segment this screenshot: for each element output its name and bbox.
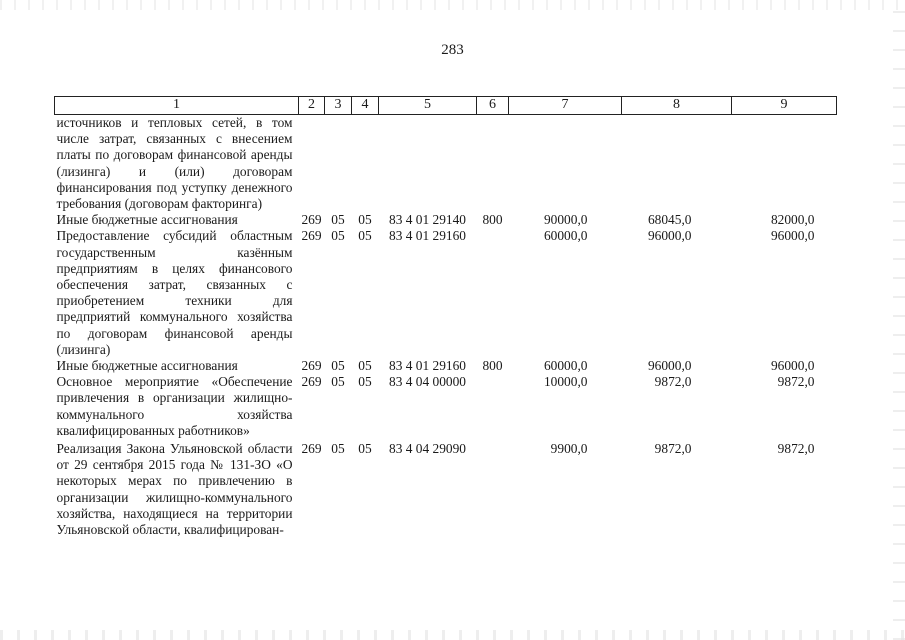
header-col-1: 1	[55, 97, 299, 115]
row-col-8: 9872,0	[654, 441, 692, 457]
row-col-9: 82000,0	[770, 212, 815, 228]
header-col-3: 3	[325, 97, 352, 115]
budget-table-container	[54, 96, 836, 538]
row-col-5: 83 4 04 29090	[389, 441, 466, 457]
row-col-7: 10000,0	[543, 374, 588, 390]
row-col-7: 60000,0	[543, 358, 588, 374]
table-row	[55, 358, 837, 374]
header-col-4: 4	[352, 97, 379, 115]
scan-edge-right	[893, 0, 905, 640]
row-col-2: 269	[301, 212, 322, 228]
row-col-3: 05	[331, 374, 345, 390]
row-col-2: 269	[301, 374, 322, 390]
header-col-5: 5	[379, 97, 477, 115]
row-col-6	[477, 115, 509, 213]
row-description: Иные бюджетные ассигнования	[56, 212, 238, 228]
header-col-2: 2	[299, 97, 325, 115]
row-col-3: 05	[331, 441, 345, 457]
row-col-4: 05	[358, 212, 372, 228]
header-col-8: 8	[622, 97, 732, 115]
row-col-2: 269	[301, 358, 322, 374]
budget-table	[54, 96, 837, 538]
header-col-7: 7	[509, 97, 622, 115]
row-col-2: 269	[301, 441, 322, 457]
row-col-6	[477, 439, 509, 538]
row-col-8: 9872,0	[654, 374, 692, 390]
header-col-9: 9	[732, 97, 837, 115]
header-col-6: 6	[477, 97, 509, 115]
row-col-2: 269	[301, 228, 322, 244]
row-col-3: 05	[331, 228, 345, 244]
row-col-9: 9872,0	[777, 374, 815, 390]
table-row	[55, 439, 837, 538]
row-col-3: 05	[331, 212, 345, 228]
row-col-9: 96000,0	[770, 228, 815, 244]
table-header	[55, 97, 837, 115]
row-col-9: 9872,0	[777, 441, 815, 457]
row-col-8: 96000,0	[647, 358, 692, 374]
row-col-9: 96000,0	[770, 358, 815, 374]
row-col-7	[509, 115, 622, 213]
row-description: Основное мероприятие «Обеспечение привлечения в организации жилищно-коммунального хозяйства квалифицированных работников»	[56, 374, 293, 438]
row-col-7: 60000,0	[543, 228, 588, 244]
row-description: Иные бюджетные ассигнования	[56, 358, 238, 374]
row-col-6: 800	[482, 212, 503, 228]
row-description: источников и тепловых сетей, в том числе затрат, связанных с внесением платы по договорам финансовой аренды (лизинга) и (или) договорам финансирования под уступку денежного требования (договорам факторинга)	[56, 115, 293, 212]
row-col-5: 83 4 01 29160	[389, 228, 466, 244]
row-col-6	[477, 228, 509, 358]
header-row	[55, 97, 837, 115]
scan-edge-top	[0, 0, 905, 10]
row-col-3: 05	[331, 358, 345, 374]
row-col-7: 90000,0	[543, 212, 588, 228]
row-col-3	[325, 115, 352, 213]
table-row	[55, 212, 837, 228]
row-col-2	[299, 115, 325, 213]
row-col-7: 9900,0	[550, 441, 588, 457]
row-col-8	[622, 115, 732, 213]
row-col-6: 800	[482, 358, 503, 374]
row-description: Реализация Закона Ульяновской области от 29 сентября 2015 года № 131-ЗО «О некоторых мерах по привлечению в организации жилищно-коммунального хозяйства, находящиеся на территории Ульяновской области, квалифицирован-	[56, 441, 293, 538]
row-col-6	[477, 374, 509, 439]
row-col-4: 05	[358, 441, 372, 457]
row-col-5: 83 4 01 29160	[389, 358, 466, 374]
row-col-5: 83 4 01 29140	[389, 212, 466, 228]
scan-edge-bottom	[0, 630, 905, 640]
row-col-4: 05	[358, 374, 372, 390]
table-body	[55, 115, 837, 539]
row-description: Предоставление субсидий областным государственным казённым предприятиям в целях финансового обеспечения затрат, связанных с приобретением техники для предприятий коммунального хозяйства по договорам финансовой аренды (лизинга)	[56, 228, 293, 357]
row-col-4	[352, 115, 379, 213]
row-col-4: 05	[358, 358, 372, 374]
table-row	[55, 374, 837, 439]
row-col-4: 05	[358, 228, 372, 244]
row-col-8: 68045,0	[647, 212, 692, 228]
row-col-8: 96000,0	[647, 228, 692, 244]
row-col-9	[732, 115, 837, 213]
row-col-5	[379, 115, 477, 213]
page-number: 283	[441, 42, 464, 58]
table-row	[55, 228, 837, 358]
table-row	[55, 115, 837, 213]
row-col-5: 83 4 04 00000	[389, 374, 466, 390]
